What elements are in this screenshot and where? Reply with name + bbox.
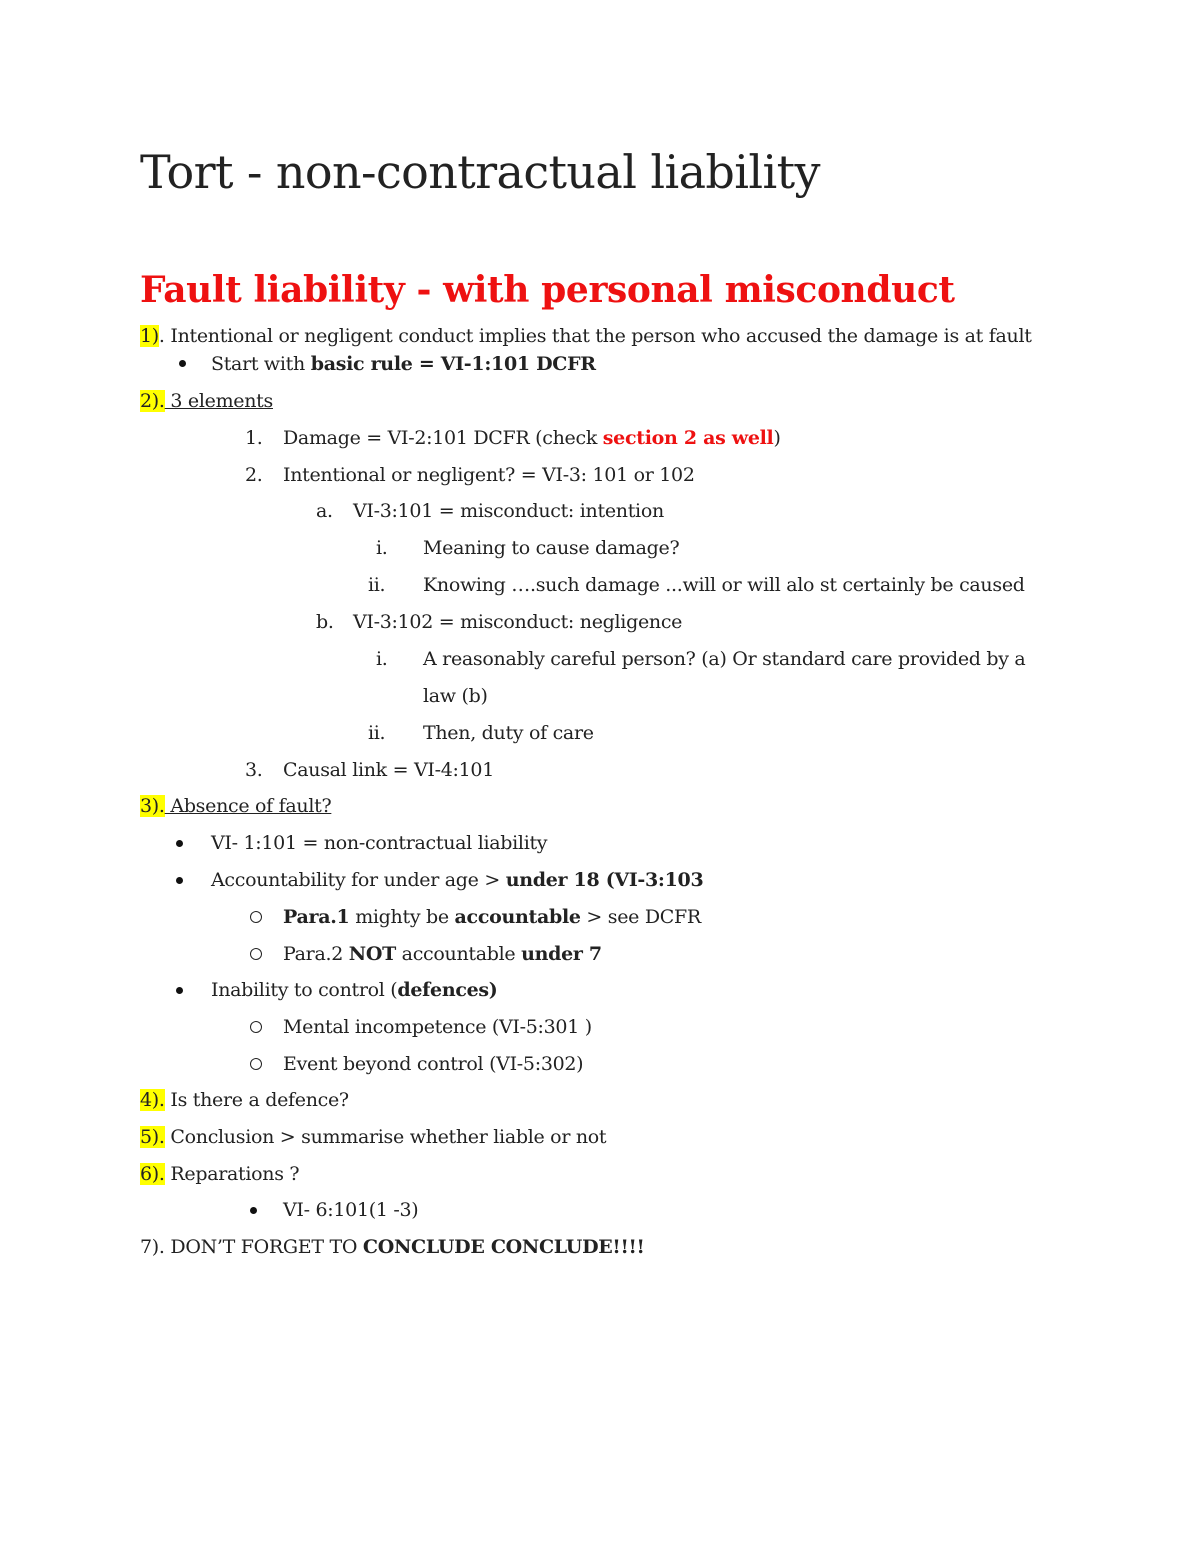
bullet-icon	[179, 360, 186, 367]
step-number: 4).	[140, 1089, 165, 1111]
step-text: Conclusion > summarise whether liable or not	[164, 1126, 607, 1148]
sub-item-intention: VI-3:101 = misconduct: intention	[353, 500, 664, 522]
step-number: 3)	[140, 795, 159, 817]
step-text: . Intentional or negligent conduct implies that the person who accused the damage is at fault	[158, 325, 1032, 347]
step-7: 7). DON’T FORGET TO CONCLUDE CONCLUDE!!!!	[140, 1236, 645, 1258]
step-6	[140, 1161, 299, 1187]
step-3-sub-bullet: Event beyond control (VI-5:302)	[283, 1053, 584, 1075]
sub-sub-item: Knowing ….such damage ...will or will alo st certainly be caused	[423, 574, 1025, 596]
step-3-sub-bullet: Para.1 mighty be accountable > see DCFR	[283, 906, 701, 928]
step-5	[140, 1124, 606, 1150]
step-text: 3 elements	[164, 390, 273, 412]
section-note: section 2 as well	[602, 427, 774, 449]
step-3-bullet: VI- 1:101 = non-contractual liability	[211, 832, 548, 854]
step-3: 3). Absence of fault?	[140, 795, 332, 817]
circle-bullet-icon	[250, 1021, 262, 1033]
circle-bullet-icon	[250, 1058, 262, 1070]
document-title: Tort - non-contractual liability	[140, 145, 820, 199]
step-2: 2). 3 elements	[140, 390, 273, 412]
step-3-sub-bullet: Mental incompetence (VI-5:301 )	[283, 1016, 592, 1038]
list-marker: ii.	[368, 722, 386, 744]
step-number: 6).	[140, 1163, 165, 1185]
element-causal-link: Causal link = VI-4:101	[283, 759, 495, 781]
list-marker: i.	[376, 537, 388, 559]
section-heading: Fault liability - with personal misconduct	[140, 269, 955, 311]
step-6-bullet: VI- 6:101(1 -3)	[283, 1199, 419, 1221]
bullet-icon	[176, 877, 183, 884]
list-marker: 1.	[245, 427, 263, 449]
step-4	[140, 1087, 349, 1113]
sub-sub-item: Meaning to cause damage?	[423, 537, 680, 559]
element-intention: Intentional or negligent? = VI-3: 101 or 102	[283, 464, 695, 486]
list-marker: 2.	[245, 464, 263, 486]
circle-bullet-icon	[250, 948, 262, 960]
bullet-icon	[250, 1207, 257, 1214]
step-text: Is there a defence?	[164, 1089, 349, 1111]
circle-bullet-icon	[250, 911, 262, 923]
step-3-bullet: Accountability for under age > under 18 (VI-3:103	[211, 869, 704, 891]
list-marker: i.	[376, 648, 388, 670]
list-marker: a.	[316, 500, 333, 522]
step-1	[140, 323, 1032, 349]
element-damage: Damage = VI-2:101 DCFR (check section 2 as well)	[283, 427, 781, 449]
step-number: 5).	[140, 1126, 165, 1148]
bullet-icon	[176, 840, 183, 847]
step-3-sub-bullet: Para.2 NOT accountable under 7	[283, 943, 602, 965]
sub-sub-item: A reasonably careful person? (a) Or standard care provided by a	[423, 648, 1026, 670]
list-marker: 3.	[245, 759, 263, 781]
sub-item-negligence: VI-3:102 = misconduct: negligence	[353, 611, 683, 633]
sub-sub-item-continued: law (b)	[423, 685, 488, 707]
step-number: 2)	[140, 390, 159, 412]
step-text: Absence of fault?	[164, 795, 332, 817]
bullet-icon	[176, 987, 183, 994]
sub-sub-item: Then, duty of care	[423, 722, 594, 744]
step-1-bullet: Start with basic rule = VI-1:101 DCFR	[211, 353, 596, 375]
step-text: Reparations ?	[164, 1163, 300, 1185]
list-marker: ii.	[368, 574, 386, 596]
step-3-bullet: Inability to control (defences)	[211, 979, 498, 1001]
list-marker: b.	[316, 611, 334, 633]
step-number: 1)	[140, 325, 159, 347]
